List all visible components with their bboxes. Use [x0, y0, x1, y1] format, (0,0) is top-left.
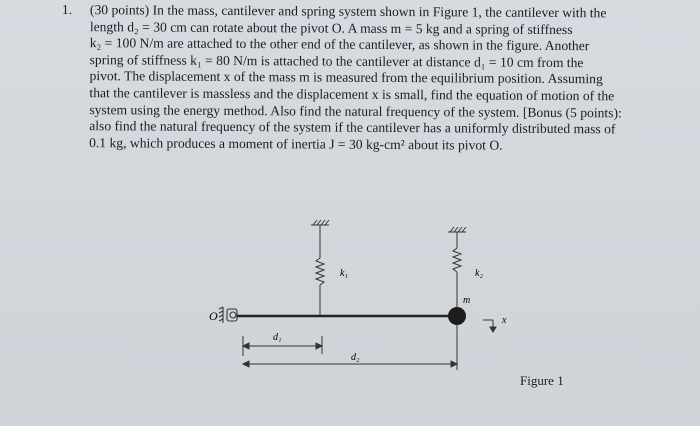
label-k1: k₁	[340, 268, 348, 279]
spring-k1	[316, 225, 324, 315]
problem-line: pivot. The displacement x of the mass m is measured from the equilibrium position. Assuming	[89, 68, 603, 87]
label-mass: m	[463, 295, 471, 306]
problem-line: length d₂ = 30 cm can rotate about the pivot O. A mass m = 5 kg and a spring of stiffness	[89, 18, 573, 37]
pivot-support	[219, 307, 237, 323]
problem-number: 1.	[61, 1, 73, 18]
ground-support-k2	[448, 227, 466, 232]
label-x: x	[502, 315, 507, 326]
problem-line: k₂ = 100 N/m are attached to the other end of the cantilever, as shown in the figure. Another	[89, 35, 590, 54]
problem-line: 0.1 kg, which produces a moment of inertia J = 30 kg-cm² about its pivot O.	[89, 134, 503, 153]
mass-m	[448, 307, 466, 325]
cantilever-spring-diagram	[195, 210, 555, 390]
spring-k2	[453, 232, 461, 308]
dimension-d1	[243, 336, 322, 356]
problem-line: (30 points) In the mass, cantilever and spring system shown in Figure 1, the cantilever with the	[89, 2, 607, 21]
problem-statement	[61, 1, 688, 155]
figure-1	[195, 210, 555, 390]
displacement-arrow	[483, 320, 496, 332]
figure-caption: Figure 1	[520, 373, 564, 388]
problem-text	[89, 2, 688, 155]
problem-line: that the cantilever is massless and the displacement x is small, find the equation of motion of the	[89, 85, 615, 104]
problem-line: system using the energy method. Also find the natural frequency of the system. [Bonus (5 points):	[89, 101, 622, 120]
problem-line: also find the natural frequency of the system if the cantilever has a uniformly distributed mass of	[89, 118, 616, 137]
ground-support-k1	[311, 220, 329, 225]
problem-line: spring of stiffness k₁ = 80 N/m is attached to the cantilever at distance d₁ = 10 cm from the	[89, 51, 584, 70]
label-d2: d₂	[351, 352, 360, 363]
label-pivot-o: O	[209, 309, 218, 323]
label-d1: d₁	[273, 332, 282, 343]
label-k2: k₂	[475, 268, 483, 279]
